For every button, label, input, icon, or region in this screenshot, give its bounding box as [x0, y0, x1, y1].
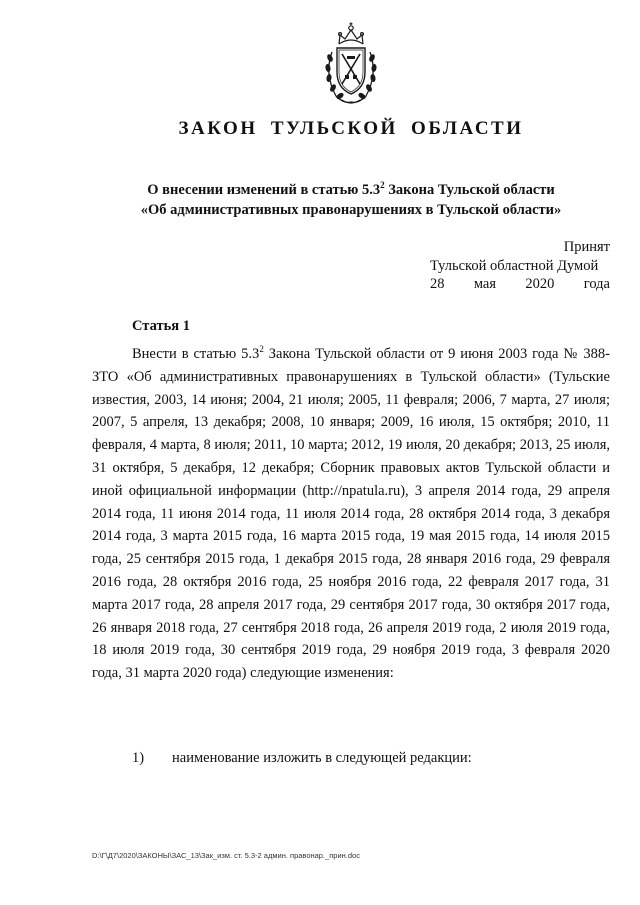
- adopted-body: Тульской областной Думой: [430, 257, 599, 274]
- list-item-1: [132, 747, 612, 769]
- adopted-year-word: года: [583, 276, 610, 292]
- adopted-date: [420, 275, 610, 294]
- article-heading: Статья 1: [132, 318, 190, 334]
- adopted-day: 28: [430, 276, 445, 292]
- adopted-label: Принят: [563, 239, 610, 255]
- law-subtitle: [100, 180, 602, 220]
- article-paragraph: Внести в статью $5.3^2$ Закона Тульской области от 9 июня 2003 года № 388-ЗТО «Об административных правонарушениях в Тульской области» (Тульские известия, 2003, 14 июня; 2004, 21 июля; 2005, 11 февраля; 2006, 7 марта, 27 июля; 2007, 5 апреля, 13 декабря; 2008, 10 января; 2009, 16 июля, 15 октября; 2010, 11 февраля, 4 марта, 8 июля; 2011, 10 марта; 2012, 19 июля, 20 декабря; 2013, 25 июля, 31 октября, 5 декабря, 12 декабря; Сборник правовых актов Тульской области и иной официальной информации (http://npatula.ru), 3 апреля 2014 года, 29 апреля 2014 года, 11 июня 2014 года, 11 июля 2014 года, 28 октября 2014 года, 3 декабря 2014 года, 3 марта 2015 года, 16 марта 2015 года, 19 мая 2015 года, 14 июля 2015 года, 25 сентября 2015 года, 1 декабря 2015 года, 28 января 2016 года, 29 февраля 2016 года, 28 октября 2016 года, 25 ноября 2016 года, 22 февраля 2017 года, 31 марта 2017 года, 28 апреля 2017 года, 29 сентября 2017 года, 30 октября 2017 года, 26 января 2018 года, 27 сентября 2018 года, 26 апреля 2019 года, 2 июля 2019 года, 18 июля 2019 года, 30 сентября 2019 года, 29 ноября 2019 года, 3 февраля 2020 года, 31 марта 2020 года) следующие изменения:: [92, 344, 610, 682]
- list-item-text: наименование изложить в следующей редакции:: [172, 750, 472, 766]
- law-title: ЗАКОН ТУЛЬСКОЙ ОБЛАСТИ: [178, 118, 524, 139]
- adopted-year: 2020: [525, 276, 555, 292]
- coat-of-arms-icon: [322, 22, 380, 106]
- adopted-month: мая: [473, 276, 497, 292]
- subtitle-line-1: О внесении изменений в статью $5.3^2$ Закона Тульской области: [147, 180, 555, 198]
- subtitle-line-2: «Об административных правонарушениях в Тульской области»: [140, 202, 562, 218]
- file-path-footer: D:\Г\Д7\2020\ЗАКОНЫ\ЗАС_13\Зак_изм. ст. 5.3-2 админ. правонар._прин.doc: [92, 851, 360, 860]
- adoption-block: [420, 238, 610, 294]
- list-item-number: 1): [132, 750, 145, 766]
